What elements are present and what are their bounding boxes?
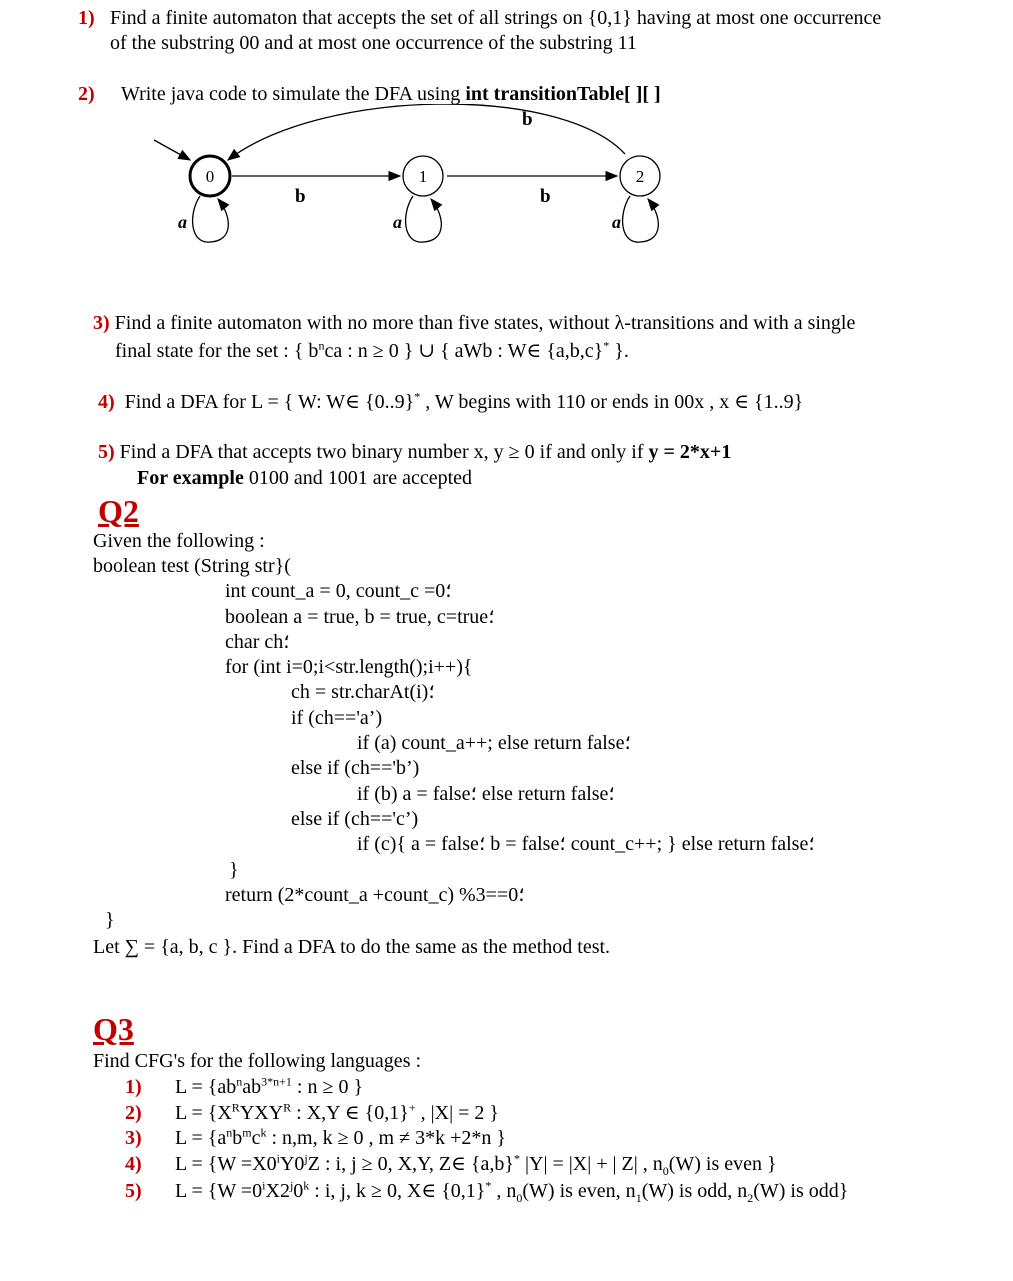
loop-label-0: a bbox=[178, 212, 187, 232]
state-2-label: 2 bbox=[635, 167, 645, 186]
code-line-6: if (ch=='a’) bbox=[291, 707, 383, 729]
q2-heading: Q2 bbox=[98, 493, 139, 529]
code-line-1: int count_a = 0, count_c =0؛ bbox=[225, 580, 452, 602]
item-3-line-1: 3) Find a finite automaton with no more than five states, without λ-transitions and with a single bbox=[93, 312, 856, 334]
edge-label-1-2: b bbox=[540, 186, 551, 207]
item-4: 4) Find a DFA for L = { W: W∈ {0..9}* , W begins with 110 or ends in 00x , x ∈ {1..9} bbox=[98, 389, 804, 413]
item-3-line-2: final state for the set : { $b^nca$ : n ≥ 0 } ∪ { aWb : W∈ {a,b,c}* }. bbox=[115, 338, 629, 362]
q3-item-5-number: 5) bbox=[125, 1180, 142, 1202]
code-line-8: else if (ch=='b’) bbox=[291, 757, 420, 779]
start-arrow bbox=[154, 140, 190, 160]
code-line-9: if (b) a = false؛ else return false؛ bbox=[357, 783, 615, 805]
item-1-number: 1) bbox=[78, 7, 95, 29]
q3-item-3: $L = \{a^nb^mc^k$ : n,m, k ≥ 0 , m ≠ 3*k +2*n } bbox=[175, 1125, 506, 1149]
code-line-3: char ch؛ bbox=[225, 631, 290, 653]
edge-label-0-1: b bbox=[295, 186, 306, 207]
q3-item-2-number: 2) bbox=[125, 1102, 142, 1124]
q3-item-4-number: 4) bbox=[125, 1153, 142, 1175]
item-5-line-1: 5) Find a DFA that accepts two binary number x, y ≥ 0 if and only if y = 2*x+1 bbox=[98, 441, 732, 463]
q2-intro: Given the following : bbox=[93, 530, 265, 552]
state-0-label: 0 bbox=[205, 167, 215, 186]
code-line-4: for (int i=0;i<str.length();i++){ bbox=[225, 656, 473, 678]
q3-item-1-number: 1) bbox=[125, 1076, 142, 1098]
code-line-2: boolean a = true, b = true, c=true؛ bbox=[225, 606, 495, 628]
item-2-number: 2) bbox=[78, 83, 95, 105]
q3-item-3-number: 3) bbox=[125, 1127, 142, 1149]
q2-signature: boolean test (String str}( bbox=[93, 555, 291, 577]
item-1-line-1: Find a finite automaton that accepts the set of all strings on {0,1} having at most one occurrence bbox=[110, 7, 882, 29]
loop-0 bbox=[193, 196, 229, 242]
edge-2-to-0 bbox=[228, 104, 625, 160]
q2-question: Let ∑ = {a, b, c }. Find a DFA to do the same as the method test. bbox=[93, 936, 611, 958]
code-line-5: ch = str.charAt(i)؛ bbox=[291, 681, 435, 703]
code-line-10: else if (ch=='c’) bbox=[291, 808, 419, 830]
edge-label-2-0: b bbox=[522, 109, 533, 130]
loop-label-2: a bbox=[612, 212, 621, 232]
code-line-7: if (a) count_a++; else return false؛ bbox=[357, 732, 631, 754]
item-2-text: Write java code to simulate the DFA using int transitionTable[ ][ ] bbox=[121, 83, 661, 105]
loop-1 bbox=[406, 196, 442, 242]
q3-item-2: $L = \{X^RYXY^R$ : X,Y ∈ {0,1}+ , |X| = 2 } bbox=[175, 1100, 500, 1124]
loop-2 bbox=[623, 196, 659, 242]
code-line-12: } bbox=[229, 859, 239, 881]
state-1-label: 1 bbox=[418, 167, 428, 186]
q3-heading: Q3 bbox=[93, 1011, 134, 1047]
q3-intro: Find CFG's for the following languages : bbox=[93, 1050, 422, 1072]
q3-item-4: $L = \{W =X0^iY0^jZ$ : i, j ≥ 0, X,Y, Z∈ {a,b}* |Y| = |X| + | Z| , $n_0(W)$ is even } bbox=[175, 1151, 777, 1178]
q3-item-5: $L = \{W =0^iX2^j0^k$ : i, j, k ≥ 0, X∈ {0,1}* , $n_0(W)$ is even, $n_1(W)$ is odd, $n_2(W)$ is odd} bbox=[175, 1178, 849, 1205]
code-line-14: } bbox=[105, 909, 115, 931]
item-1-line-2: of the substring 00 and at most one occurrence of the substring 11 bbox=[110, 32, 637, 54]
dfa-diagram bbox=[140, 104, 700, 254]
code-line-13: return (2*count_a +count_c) %3==0؛ bbox=[225, 884, 525, 906]
code-line-11: if (c){ a = false؛ b = false؛ count_c++; } else return false؛ bbox=[357, 833, 815, 855]
q3-item-1: $L = \{ab^nab^{3*n+1}$ : n ≥ 0 } bbox=[175, 1074, 364, 1098]
item-5-line-2: For example 0100 and 1001 are accepted bbox=[137, 467, 473, 489]
loop-label-1: a bbox=[393, 212, 402, 232]
